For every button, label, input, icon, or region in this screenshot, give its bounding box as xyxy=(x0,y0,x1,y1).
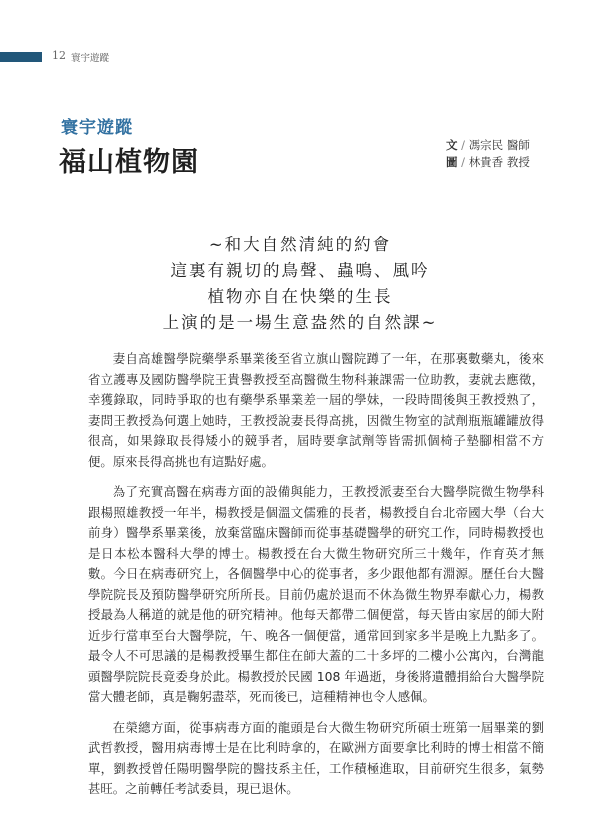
photo-role: 圖 xyxy=(446,155,458,169)
poem-line: 植物亦自在快樂的生長 xyxy=(207,287,393,306)
byline-separator: / xyxy=(461,155,466,169)
intro-poem xyxy=(0,232,600,336)
body-paragraph: 為了充實高醫在病毒方面的設備與能力，王教授派妻至台大醫學院微生物學科跟楊照雄教授一年半，楊教授是個溫文儒雅的長者，楊教授自台北帝國大學（台大前身）醫學系畢業後，放棄當臨床醫師而從事基礎醫學的研究工作，同時楊教授也是日本松本醫科大學的博士。楊教授在台大微生物研究所三十幾年，作育英才無數。今日在病毒研究上，各個醫學中心的從事者，多少跟他都有淵源。歷任台大醫學院院長及預防醫學研究所所長。目前仍處於退而不休為微生物界奉獻心力，楊教授最為人稱道的就是他的研究精神。他每天都帶二個便當，每天皆由家居的師大附近步行當車至台大醫學院，午、晚各一個便當，通常回到家多半是晚上九點多了。最令人不可思議的是楊教授畢生都住在師大蓋的二十多坪的二樓小公寓內，台灣龍頭醫學院院長竟委身於此。楊教授於民國 108 年過逝，身後將遺體捐給台大醫學院當大體老師，真是鞠躬盡萃，死而後已，這種精神也令人感佩。 xyxy=(88,484,544,704)
running-header-label: 寰宇遊蹤 xyxy=(71,53,110,64)
byline-photographer xyxy=(446,154,530,171)
body-paragraph: 在榮總方面，從事病毒方面的龍頭是台大微生物研究所碩士班第一屆畢業的劉武哲教授，醫用病毒博士是在比利時拿的，在歐洲方面要拿比利時的博士相當不簡單，劉教授曾任陽明醫學院的醫技系主任，工作積極進取，目前研究生很多，氣勢甚旺。之前轉任考試委員，現已退休。 xyxy=(88,719,544,796)
writer-name: 馮宗民 醫師 xyxy=(468,138,530,152)
byline-writer xyxy=(446,137,530,154)
byline-separator: / xyxy=(461,138,466,152)
running-header xyxy=(0,49,600,64)
poem-line: 這裏有親切的鳥聲、蟲鳴、風吟 xyxy=(170,261,430,280)
header-accent-bar xyxy=(0,52,42,62)
byline xyxy=(446,137,530,171)
article-body xyxy=(88,349,544,810)
article-title: 福山植物園 xyxy=(59,147,199,178)
column-tag: 寰宇遊蹤 xyxy=(61,118,133,138)
page-number: 12 xyxy=(52,49,66,62)
poem-line: ~和大自然清純的約會 xyxy=(208,235,392,254)
photographer-name: 林貴香 教授 xyxy=(468,155,530,169)
writer-role: 文 xyxy=(446,138,458,152)
poem-line: 上演的是一場生意盎然的自然課~ xyxy=(162,313,438,332)
body-paragraph: 妻自高雄醫學院藥學系畢業後至省立旗山醫院蹲了一年，在那裏數藥丸，後來省立護專及國防醫學院王貴譽教授至高醫微生物科兼課需一位助教，妻就去應徵，幸獲錄取，同時爭取的也有藥學系畢業差一屆的學妹，一段時間後與王教授熟了，妻問王教授為何選上她時，王教授說妻長得高挑，因微生物室的試劑瓶瓶罐罐放得很高，如果錄取長得矮小的競爭者，屆時要拿試劑等皆需抓個椅子墊腳相當不方便。原來長得高挑也有這點好處。 xyxy=(88,351,544,469)
